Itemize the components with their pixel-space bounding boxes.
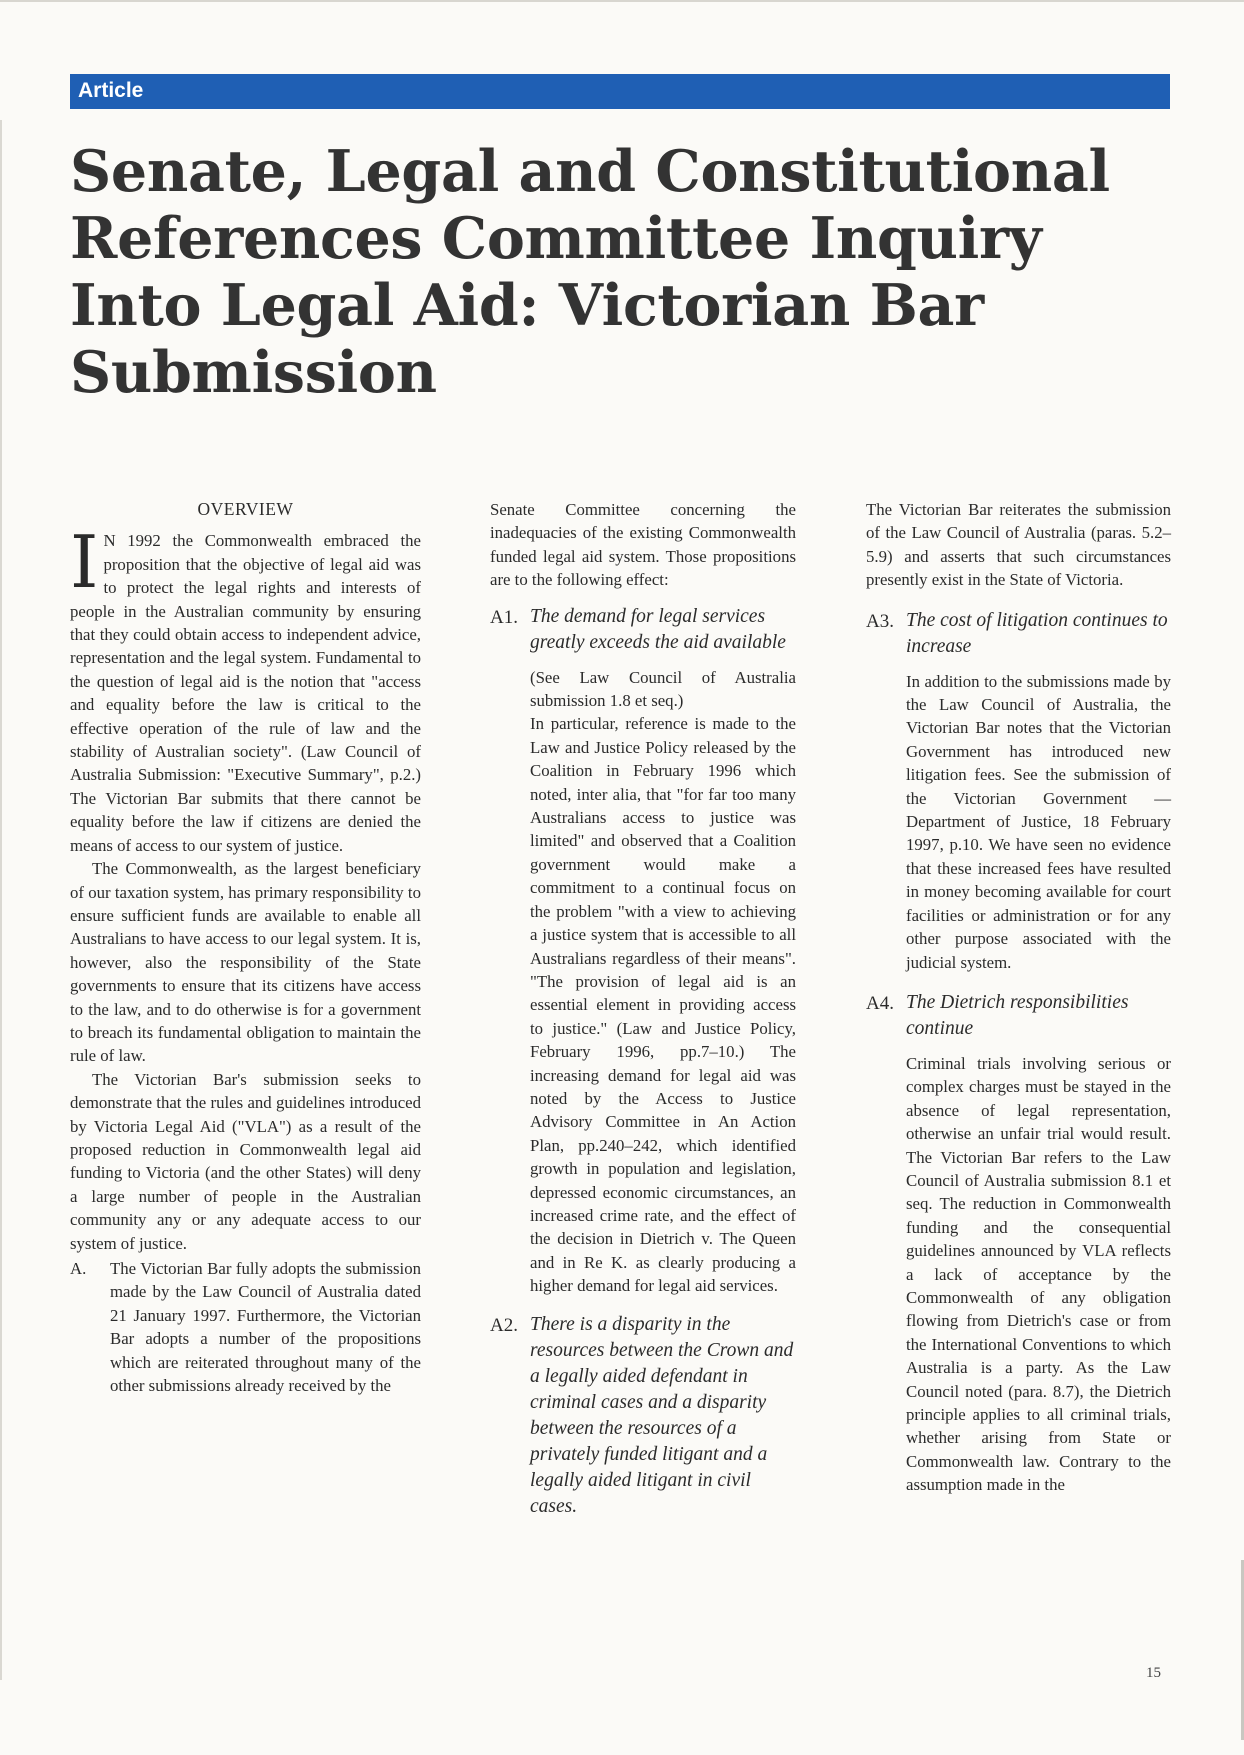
item-a3 [866,608,1171,974]
item-a1 [490,604,796,1298]
item-a2-heading: There is a disparity in the resources between the Crown and a legally aided defendant in criminal cases and a disparity between the resources of a privately funded litigant and a legally aided litigant in civil cases. [530,1313,794,1517]
item-a2 [490,1312,796,1520]
scan-edge-top [0,0,1244,2]
article-title: Senate, Legal and Constitutional References Committee Inquiry Into Legal Aid: Victorian Bar Submission [70,138,1110,406]
item-a [70,1257,421,1397]
item-a4-heading: The Dietrich responsibilities continue [906,991,1129,1039]
item-a4-label: A4. [866,992,894,1014]
overview-heading: OVERVIEW [197,499,294,519]
section-label: Article [78,79,144,102]
section-banner [70,74,1170,109]
overview-paragraph-1 [70,520,421,857]
item-a4-paragraph-1: Criminal trials involving serious or complex charges must be stayed in the absence of legal representation, otherwise an unfair trial would result. The Victorian Bar refers to the Law Council of Australia submission 8.1 et seq. The reduction in Commonwealth funding and the consequential guidelines announced by VLA reflects a lack of acceptance by the Commonwealth of any obligation flowing from Dietrich's case or from the International Conventions to which Australia is a party. As the Law Council noted (para. 8.7), the Dietrich principle applies to all criminal trials, whether arising from State or Commonwealth law. Contrary to the assumption made in the [906,1053,1171,1495]
item-a3-heading: The cost of litigation continues to increase [906,609,1168,657]
item-a2-label: A2. [490,1314,518,1336]
item-a1-paragraph-2: In particular, reference is made to the Law and Justice Policy released by the Coalition in February 1996 which noted, inter alia, that "for far too many Australians access to justice was limited" and observed that a Coalition government would make a commitment to a continual focus on the problem "with a view to achieving a justice system that is accessible to all Australians regardless of their means". "The provision of legal aid is an essential element in providing access to justice." (Law and Justice Policy, February 1996, pp.7–10.) The increasing demand for legal aid was noted by the Access to Justice Advisory Committee in An Action Plan, pp.240–242, which identified growth in population and legislation, depressed economic circumstances, an increased crime rate, and the effect of the decision in Dietrich v. The Queen and in Re K. as clearly producing a higher demand for legal aid services. [530,714,796,1296]
column-1 [70,498,421,1397]
column-2 [490,498,796,1520]
col2-paragraph-1: Senate Committee concerning the inadequacies of the existing Commonwealth funded legal aid system. Those propositions are to the following effect: [490,500,796,590]
item-a-label: A. [70,1259,87,1278]
item-a3-label: A3. [866,610,894,632]
item-a-text: The Victorian Bar fully adopts the submission made by the Law Council of Australia dated 21 January 1997. Furthermore, the Victorian Bar adopts a number of the propositions which are reiterated throughout many of the other submissions already received by the [110,1259,421,1396]
page-number: 15 [1146,1665,1161,1681]
col3-paragraph-1: The Victorian Bar reiterates the submission of the Law Council of Australia (paras. 5.2–5.9) and asserts that such circumstances presently exist in the State of Victoria. [866,500,1171,590]
scan-edge-left [0,120,2,1680]
drop-cap: I [70,520,99,605]
item-a3-paragraph-1: In addition to the submissions made by the Law Council of Australia, the Victorian Bar notes that the Victorian Government has introduced new litigation fees. See the submission of the Victorian Government — Department of Justice, 18 February 1997, p.10. We have seen no evidence that these increased fees have resulted in money becoming available for court facilities or administration or for any other purpose associated with the judicial system. [906,671,1171,972]
overview-paragraph-2: The Commonwealth, as the largest beneficiary of our taxation system, has primary responsibility to ensure sufficient funds are available to enable all Australians to have access to our legal system. It is, however, also the responsibility of the State governments to ensure that its citizens have access to the law, and to do otherwise is for a government to breach its fundamental obligation to maintain the rule of law. [70,859,421,1066]
column-3 [866,498,1171,1497]
item-a1-label: A1. [490,606,518,628]
item-a4 [866,990,1171,1497]
item-a1-heading: The demand for legal services greatly exceeds the aid available [530,605,786,653]
item-a1-paragraph-1: (See Law Council of Australia submission 1.8 et seq.) [530,667,796,711]
overview-paragraph-3: The Victorian Bar's submission seeks to demonstrate that the rules and guidelines introduced by Victoria Legal Aid ("VLA") as a result of the proposed reduction in Commonwealth legal aid funding to Victoria (and the other States) will deny a large number of people in the Australian community any or any adequate access to our system of justice. [70,1069,421,1253]
overview-paragraph-1-text: N 1992 the Commonwealth embraced the proposition that the objective of legal aid was to protect the legal rights and interests of people in the Australian community by ensuring that they could obtain access to independent advice, representation and the legal system. Fundamental to the question of legal aid is the notion that "access and equality before the law is critical to the effective operation of the rule of law and the stability of Australian society". (Law Council of Australia Submission: "Executive Summary", p.2.) The Victorian Bar submits that there cannot be equality before the law if citizens are denied the means of access to our system of justice. [70,531,421,855]
